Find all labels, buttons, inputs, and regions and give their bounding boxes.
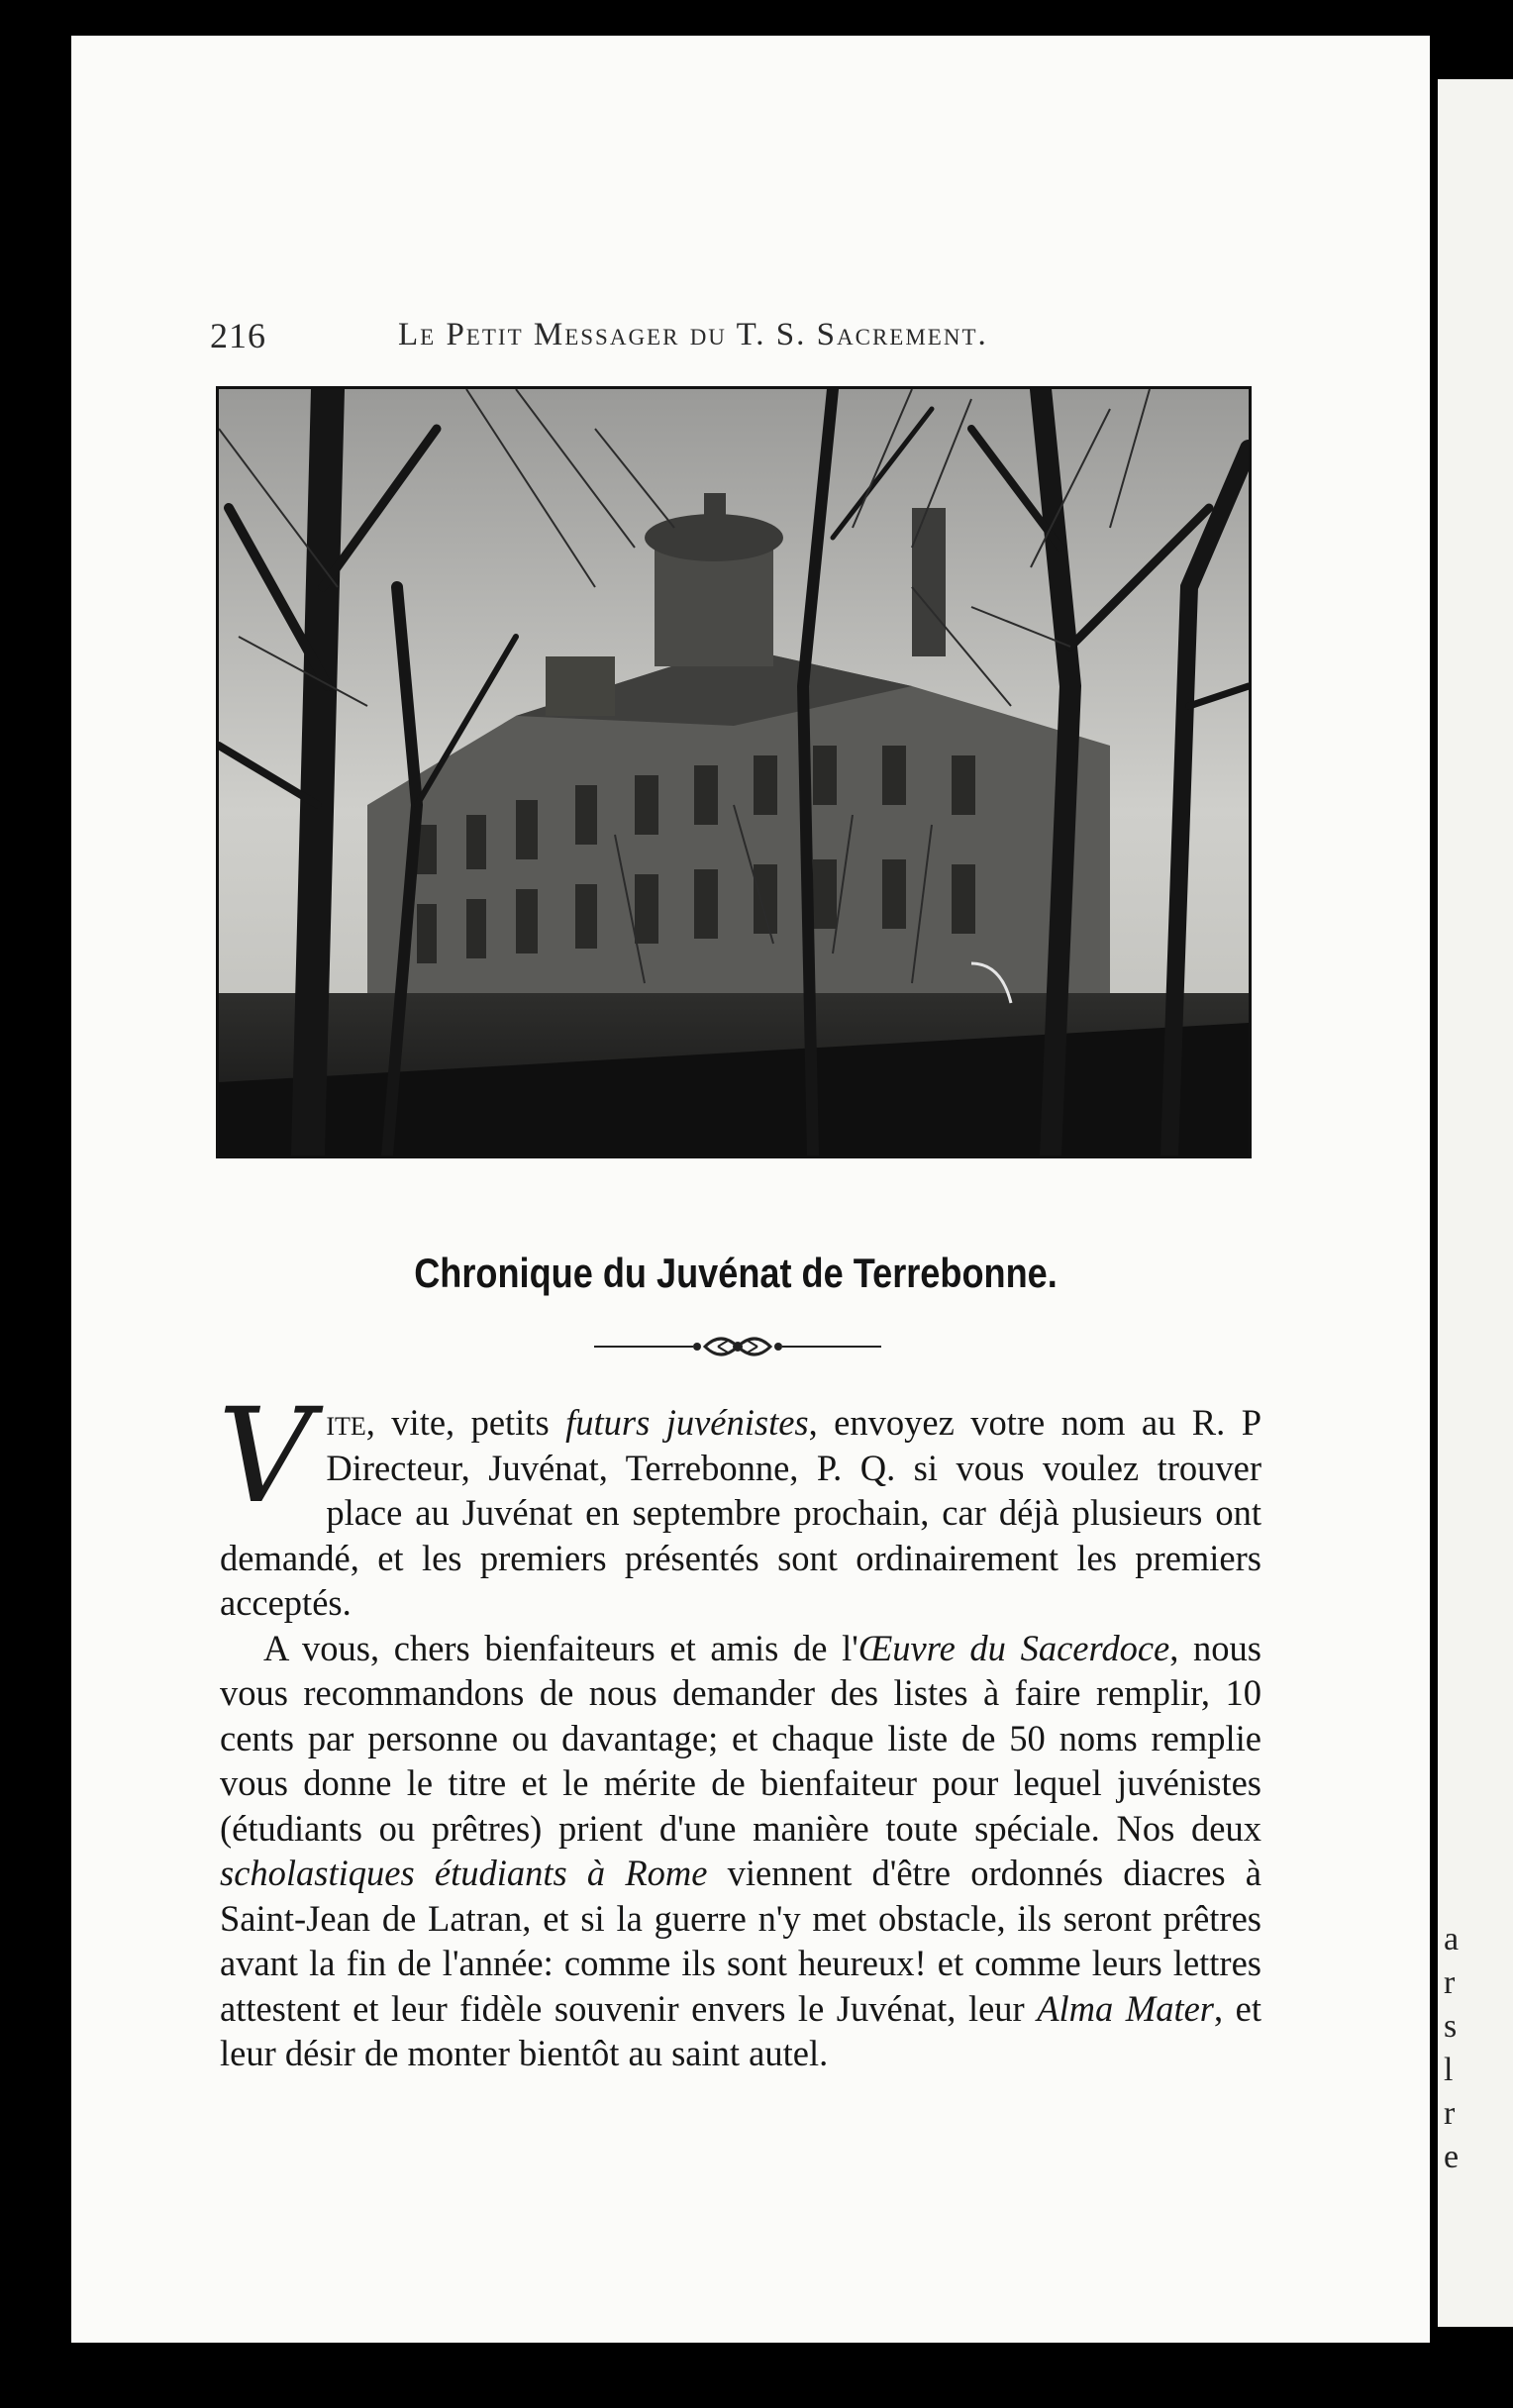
drop-cap: V [218,1380,313,1533]
text-run: , nous vous recommandons de nous demander des listes à faire remplir, 10 cents par personne ou davantage; et chaque liste de 50 noms remplie vous donne le titre et le mérite de bienfaiteur pour lequel juvénistes (étudiants ou prêtres) prient d'une manière toute spéciale. Nos deux [220,1627,1261,1849]
text-run: , et leur désir de monter bientôt au saint autel. [220,1987,1261,2073]
italic-phrase: Alma Mater [1037,1987,1214,2029]
italic-phrase: futurs juvénistes [565,1402,809,1443]
italic-phrase: scholastiques étudiants à Rome [220,1853,708,1893]
article-title: Chronique du Juvénat de Terrebonne. [414,1250,1058,1296]
italic-phrase: Œuvre du Sacerdoce [857,1627,1170,1668]
adjacent-page-fragment: r [1444,2095,1456,2132]
text-run: viennent d'être ordonnés diacres à Saint-Jean de Latran, et si la guerre n'y met obstacle, ils seront prêtres avant la fin de l'année: comme ils sont heureux! et comme leurs lettres attestent et leur fidèle souvenir envers le Juvénat, leur [220,1853,1261,2029]
lead-in: ite [326,1402,366,1443]
adjacent-page-edge [1438,79,1513,2327]
running-title: Le Petit Messager du T. S. Sacrement. [398,317,988,352]
paragraph-2 [220,1626,1261,2076]
adjacent-page-fragment: a [1444,1921,1460,1957]
running-header [210,315,1200,364]
adjacent-page-fragment: l [1444,2052,1454,2088]
adjacent-page-fragment: r [1444,1964,1456,2001]
decorative-ornament-icon [594,1327,881,1366]
page-number: 216 [210,316,266,355]
photo-illustration [219,389,1249,1155]
text-run: A vous, chers bienfaiteurs et amis de l' [263,1627,858,1668]
adjacent-page-fragment: e [1444,2139,1460,2175]
text-run: , vite, petits [365,1402,566,1443]
text-run: , envoyez votre nom au R. P Directeur, Juvénat, Terrebonne, P. Q. si vous voulez trouver place au Juvénat en septembre prochain, car déjà plusieurs ont demandé, et les premiers présentés sont ordinairement les premiers acceptés. [220,1402,1261,1623]
adjacent-page-fragment: s [1444,2008,1458,2045]
building-photograph [216,386,1252,1158]
paragraph-1 [218,1380,1261,1626]
article-body [218,1380,1261,2076]
